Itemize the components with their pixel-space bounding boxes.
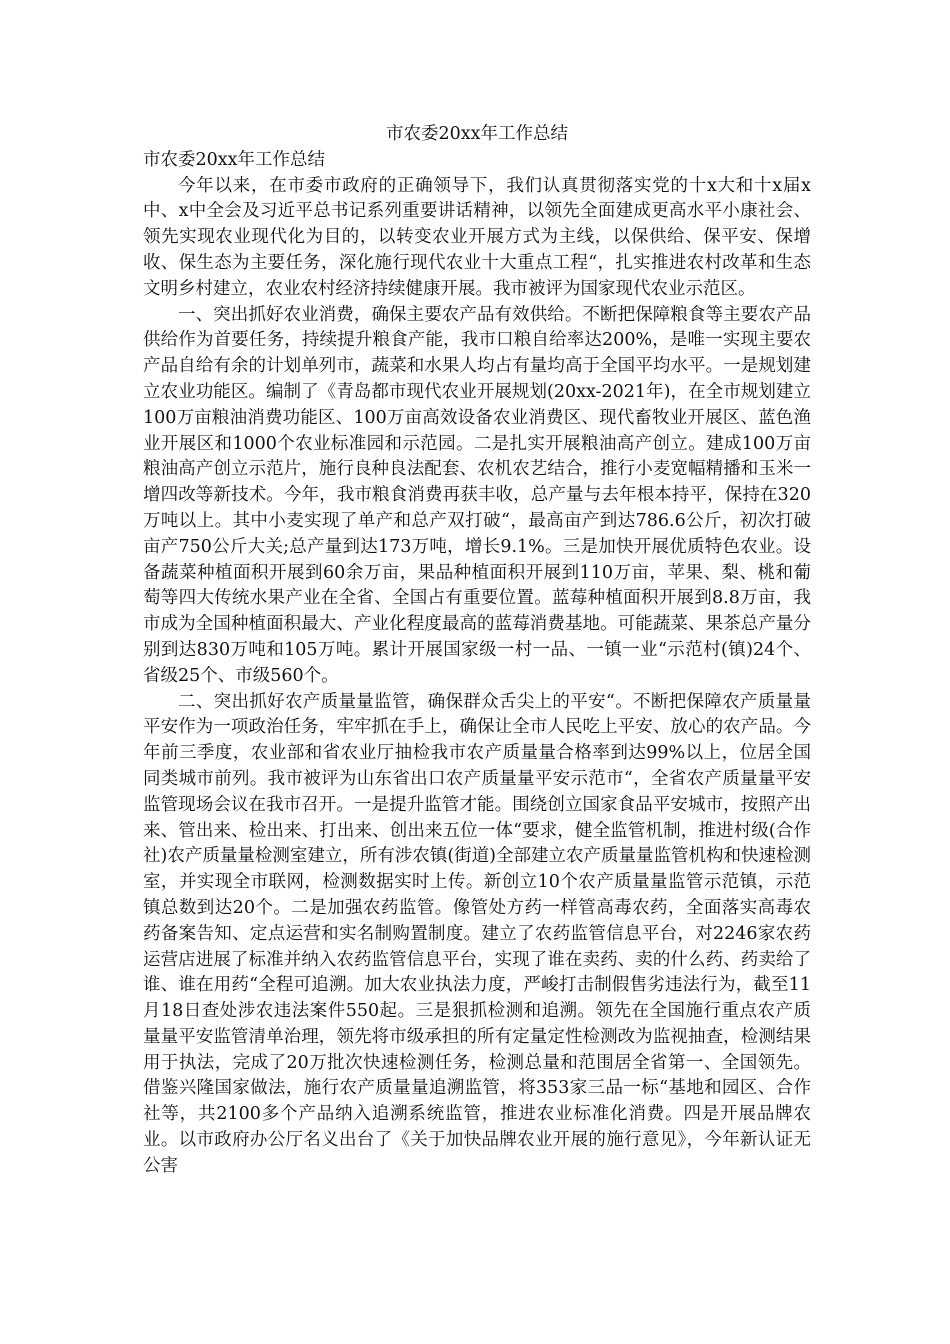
document-subtitle: 市农委20xx年工作总结 [143, 149, 326, 170]
document-title: 市农委20xx年工作总结 [385, 124, 568, 144]
paragraph-section-one: 一、突出抓好农业消费，确保主要农产品有效供给。不断把保障粮食等主要农产品供给作为首要任务，持续提升粮食产能，我市口粮自给率达200%，是唯一实现主要农产品自给有余的计划单列市，蔬菜和水果人均占有量均高于全国平均水平。一是规划建立农业功能区。编制了《青岛都市现代农业开展规划(20xx-2021年)，在全市规划建立100万亩粮油消费功能区、100万亩高效设备农业消费区、现代畜牧业开展区、蓝色渔业开展区和1000个农业标准园和示范园。二是扎实开展粮油高产创立。建成100万亩粮油高产创立示范片，施行良种良法配套、农机农艺结合，推行小麦宽幅精播和玉米一增四改等新技术。今年，我市粮食消费再获丰收，总产量与去年根本持平，保持在320万吨以上。其中小麦实现了单产和总产双打破“，最高亩产到达786.6公斤，初次打破亩产750公斤大关;总产量到达173万吨，增长9.1%。三是加快开展优质特色农业。设备蔬菜种植面积开展到60余万亩，果品种植面积开展到110万亩，苹果、梨、桃和葡萄等四大传统水果产业在全省、全国占有重要位置。蓝莓种植面积开展到8.8万亩，我市成为全国种植面积最大、产业化程度最高的蓝莓消费基地。可能蔬菜、果茶总产量分别到达830万吨和105万吨。累计开展国家级一村一品、一镇一业“示范村(镇)24个、省级25个、市级560个。 [143, 304, 811, 686]
document-page [143, 122, 811, 1180]
paragraph-section-two: 二、突出抓好农产质量量监管，确保群众舌尖上的平安“。不断把保障农产质量量平安作为一项政治任务，牢牢抓在手上，确保让全市人民吃上平安、放心的农产品。今年前三季度，农业部和省农业厅抽检我市农产质量量合格率到达99%以上，位居全国同类城市前列。我市被评为山东省出口农产质量量平安示范市“，全省农产质量量平安监管现场会议在我市召开。一是提升监管才能。围绕创立国家食品平安城市，按照产出来、管出来、检出来、打出来、创出来五位一体“要求，健全监管机制，推进村级(合作社)农产质量量检测室建立，所有涉农镇(街道)全部建立农产质量量监管机构和快速检测室，并实现全市联网，检测数据实时上传。新创立10个农产质量量监管示范镇，示范镇总数到达20个。二是加强农药监管。像管处方药一样管高毒农药，全面落实高毒农药备案告知、定点运营和实名制购置制度。建立了农药监管信息平台，对2246家农药运营店进展了标准并纳入农药监管信息平台，实现了谁在卖药、卖的什么药、药卖给了谁、谁在用药“全程可追溯。加大农业执法力度，严峻打击制假售劣违法行为，截至11月18日查处涉农违法案件550起。三是狠抓检测和追溯。领先在全国施行重点农产质量量平安监管清单治理，领先将市级承担的所有定量定性检测改为监视抽查，检测结果用于执法，完成了20万批次快速检测任务，检测总量和范围居全省第一、全国领先。借鉴兴隆国家做法，施行农产质量量追溯监管，将353家三品一标“基地和园区、合作社等，共2100多个产品纳入追溯系统监管，推进农业标准化消费。四是开展品牌农业。以市政府办公厅名义出台了《关于加快品牌农业开展的施行意见》，今年新认证无公害 [143, 691, 811, 1176]
paragraph-intro: 今年以来，在市委市政府的正确领导下，我们认真贯彻落实党的十x大和十x届x中、x中全会及习近平总书记系列重要讲话精神，以领先全面建成更高水平小康社会、领先实现农业现代化为目的，以转变农业开展方式为主线，以保供给、保平安、保增收、保生态为主要任务，深化施行现代农业十大重点工程“，扎实推进农村改革和生态文明乡村建立，农业农村经济持续健康开展。我市被评为国家现代农业示范区。 [143, 175, 811, 299]
